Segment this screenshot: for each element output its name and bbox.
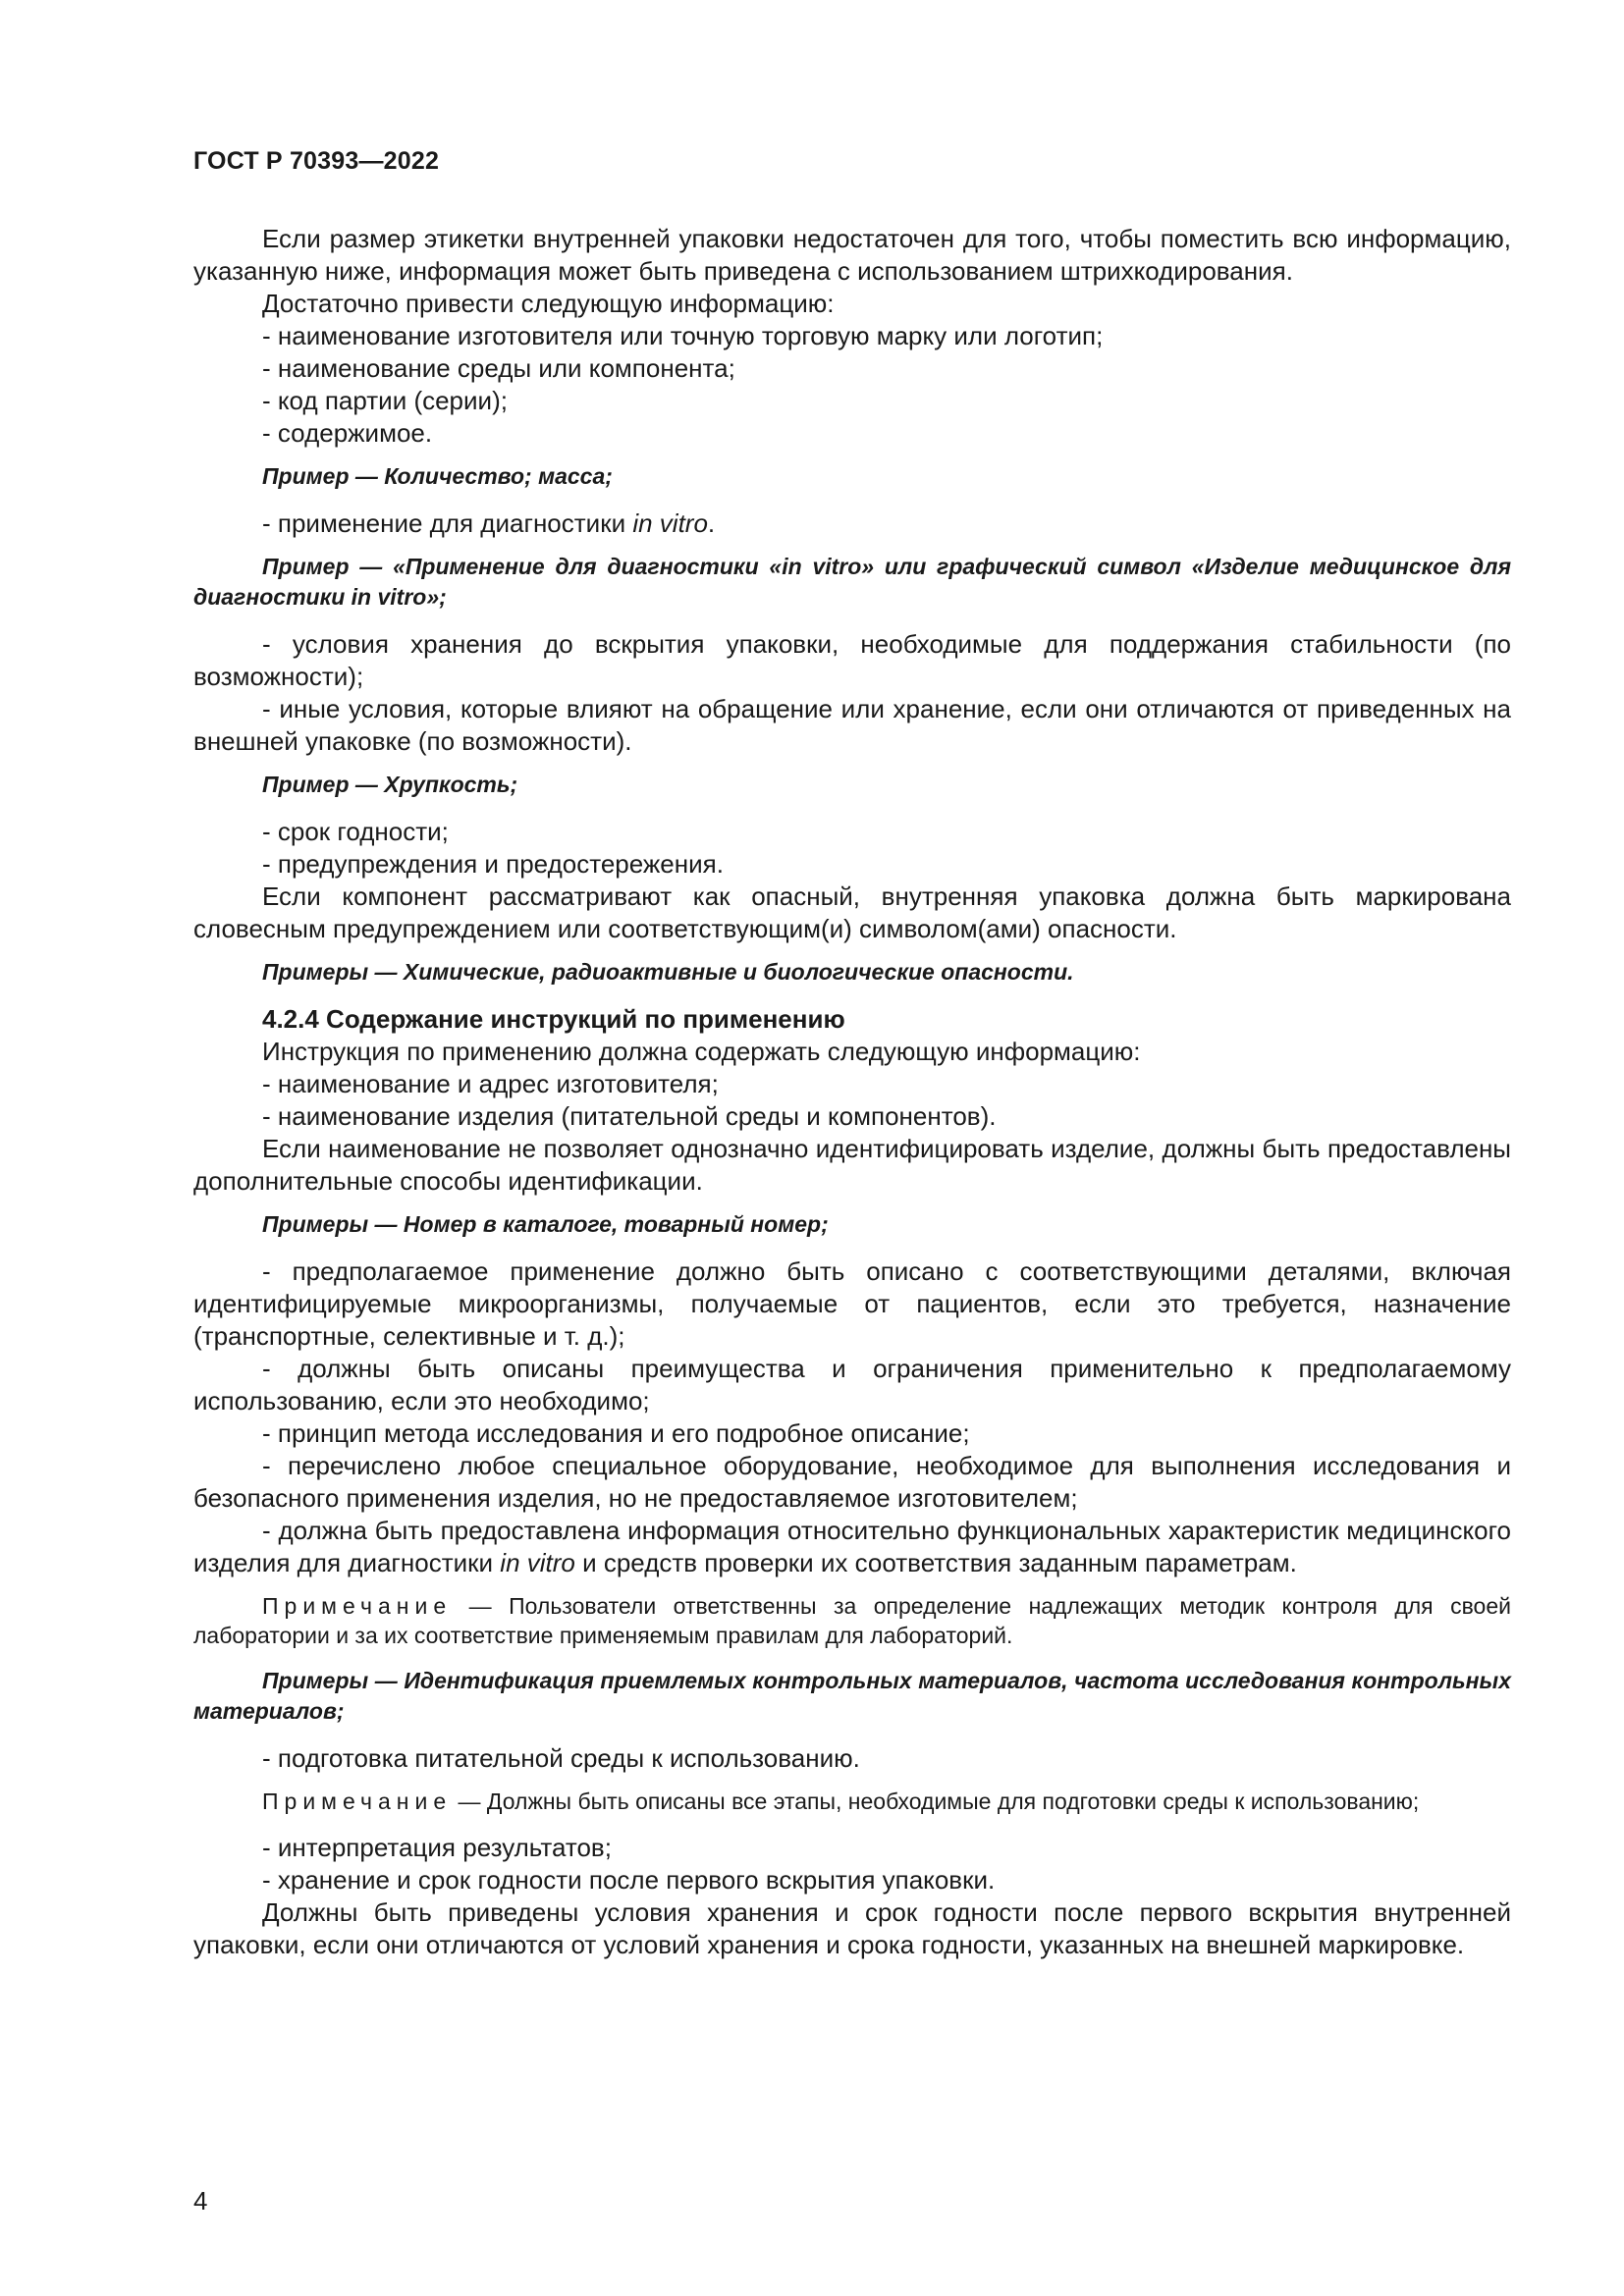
list-item: - предполагаемое применение должно быть описано с соответствующими деталями, включая идентифицируемые микроорганизмы, получаемые от пациентов, если это требуется, назначение (транспортные, селективные и т. д.); [193, 1256, 1511, 1351]
list-item: - срок годности; [262, 817, 449, 846]
page-number: 4 [193, 2186, 208, 2216]
example: Пример — Хрупкость; [262, 772, 518, 797]
list-item: - принцип метода исследования и его подробное описание; [262, 1418, 970, 1448]
note-text: — Пользователи ответственны за определение надлежащих методик контроля для своей лаборатории и за их соответствие применяемым правилам для лабораторий. [193, 1593, 1511, 1648]
list-item: - интерпретация результатов; [262, 1833, 612, 1862]
paragraph: Инструкция по применению должна содержать следующую информацию: [262, 1037, 1141, 1066]
list-item-text: - должна быть предоставлена информация относительно функциональных характеристик медицинского изделия для диагностики [193, 1516, 1511, 1577]
example: Примеры — Идентификация приемлемых контрольных материалов, частота исследования контрольных материалов; [193, 1668, 1511, 1724]
list-item: - предупреждения и предостережения. [262, 849, 724, 879]
note-label: Примечание [262, 1593, 453, 1619]
list-item [193, 1515, 1511, 1579]
paragraph: Если размер этикетки внутренней упаковки недостаточен для того, чтобы поместить всю информацию, указанную ниже, информация может быть приведена с использованием штрихкодирования. [193, 224, 1511, 286]
list-item: - наименование и адрес изготовителя; [262, 1069, 719, 1098]
paragraph: Если компонент рассматривают как опасный, внутренняя упаковка должна быть маркирована словесным предупреждением или соответствующим(и) символом(ами) опасности. [193, 881, 1511, 943]
example: Пример — Количество; масса; [262, 463, 613, 489]
list-item-italic: in vitro [632, 508, 708, 538]
example: Примеры — Номер в каталоге, товарный номер; [262, 1211, 829, 1237]
note [193, 1591, 1511, 1650]
section-title: 4.2.4 Содержание инструкций по применению [262, 1004, 845, 1034]
paragraph: Достаточно привести следующую информацию: [262, 289, 835, 318]
example: Примеры — Химические, радиоактивные и биологические опасности. [262, 959, 1074, 985]
list-item: - должны быть описаны преимущества и ограничения применительно к предполагаемому использованию, если это необходимо; [193, 1354, 1511, 1415]
list-item: - перечислено любое специальное оборудование, необходимое для выполнения исследования и безопасного применения изделия, но не предоставляемое изготовителем; [193, 1451, 1511, 1513]
list-item: - код партии (серии); [262, 386, 508, 415]
list-item: - наименование изделия (питательной среды и компонентов). [262, 1101, 997, 1131]
paragraph: Если наименование не позволяет однозначно идентифицировать изделие, должны быть предоставлены дополнительные способы идентификации. [193, 1134, 1511, 1196]
list-item: - наименование среды или компонента; [262, 353, 735, 383]
note [193, 1787, 1511, 1816]
list-item-italic: in vitro [500, 1548, 575, 1577]
list-item-text: и средств проверки их соответствия заданным параметрам. [574, 1548, 1297, 1577]
list-item: - наименование изготовителя или точную торговую марку или логотип; [262, 321, 1104, 350]
list-item: - содержимое. [262, 418, 433, 448]
paragraph: Должны быть приведены условия хранения и срок годности после первого вскрытия внутренней упаковки, если они отличаются от условий хранения и срока годности, указанных на внешней маркировке. [193, 1897, 1511, 1959]
list-item-text: - применение для диагностики [262, 508, 633, 538]
document-header: ГОСТ Р 70393—2022 [193, 147, 440, 175]
list-item: - иные условия, которые влияют на обращение или хранение, если они отличаются от приведенных на внешней упаковке (по возможности). [193, 694, 1511, 756]
list-item: - хранение и срок годности после первого вскрытия упаковки. [262, 1865, 996, 1895]
document-page [193, 147, 1511, 1961]
list-item: - подготовка питательной среды к использованию. [262, 1743, 860, 1773]
example: Пример — «Применение для диагностики «in vitro» или графический символ «Изделие медицинское для диагностики in vitro»; [193, 554, 1511, 610]
note-text: — Должны быть описаны все этапы, необходимые для подготовки среды к использованию; [452, 1789, 1420, 1814]
list-item: - условия хранения до вскрытия упаковки, необходимые для поддержания стабильности (по возможности); [193, 629, 1511, 691]
list-item [193, 507, 1511, 540]
note-label: Примечание [262, 1789, 453, 1814]
list-item-text: . [707, 508, 716, 538]
